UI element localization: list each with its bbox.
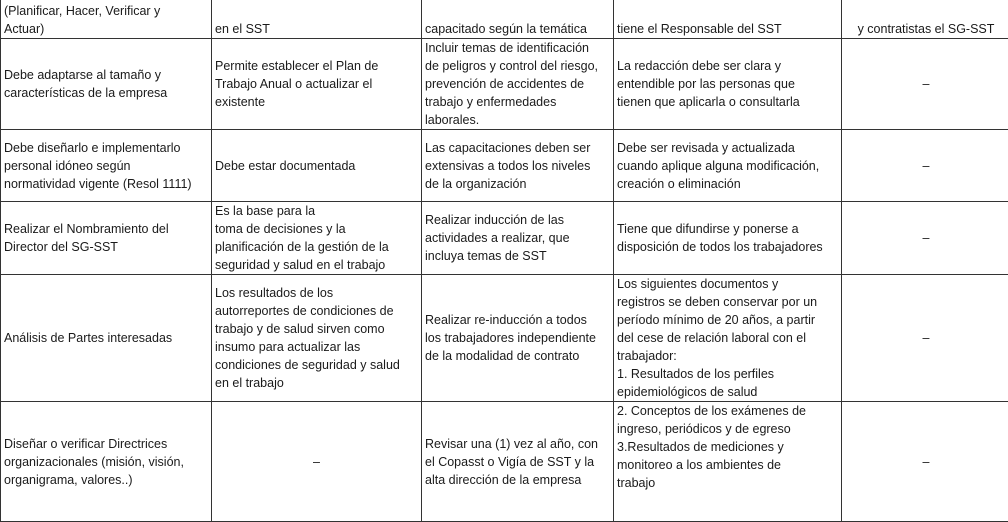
cell-text: del cese de relación laboral con el — [617, 329, 838, 347]
cell-text: Debe adaptarse al tamaño y — [4, 66, 208, 84]
table-row — [1, 39, 1008, 130]
cell-text: – — [845, 157, 1007, 175]
cell-text: personal idóneo según — [4, 157, 208, 175]
cell-text: actividades a realizar, que — [425, 229, 610, 247]
table-cell[interactable] — [212, 39, 422, 130]
cell-text: Tiene que difundirse y ponerse a — [617, 220, 838, 238]
cell-text: – — [845, 229, 1007, 247]
cell-text: prevención de accidentes de — [425, 75, 610, 93]
cell-text: – — [215, 453, 418, 471]
table-cell[interactable] — [1, 0, 212, 39]
cell-text: (Planificar, Hacer, Verificar y — [4, 2, 208, 20]
table-cell[interactable] — [614, 402, 842, 522]
table-cell[interactable] — [1, 39, 212, 130]
cell-text: en el SST — [215, 20, 418, 38]
cell-text: toma de decisiones y la — [215, 220, 418, 238]
cell-text: Incluir temas de identificación — [425, 39, 610, 57]
table-cell[interactable] — [212, 202, 422, 275]
cell-text: insumo para actualizar las — [215, 338, 418, 356]
table-cell[interactable] — [614, 0, 842, 39]
table-cell[interactable] — [422, 0, 614, 39]
table-cell[interactable] — [212, 0, 422, 39]
cell-text: normatividad vigente (Resol 1111) — [4, 175, 208, 193]
table-cell[interactable] — [842, 402, 1008, 522]
cell-text: Trabajo Anual o actualizar el — [215, 75, 418, 93]
cell-text: – — [845, 75, 1007, 93]
table-cell[interactable] — [614, 202, 842, 275]
cell-text: Realizar re-inducción a todos — [425, 311, 610, 329]
cell-text: 1. Resultados de los perfiles — [617, 365, 838, 383]
cell-text: planificación de la gestión de la — [215, 238, 418, 256]
cell-text: capacitado según la temática — [425, 20, 610, 38]
table-cell[interactable] — [842, 39, 1008, 130]
cell-text: trabajo y enfermedades — [425, 93, 610, 111]
table-row — [1, 130, 1008, 202]
table-row — [1, 275, 1008, 402]
cell-text: en el trabajo — [215, 374, 418, 392]
cell-text: Diseñar o verificar Directrices — [4, 435, 208, 453]
cell-text: ingreso, periódicos y de egreso — [617, 420, 838, 438]
cell-text: seguridad y salud en el trabajo — [215, 256, 418, 274]
cell-text: – — [845, 329, 1007, 347]
cell-text: de peligros y control del riesgo, — [425, 57, 610, 75]
cell-text: existente — [215, 93, 418, 111]
cell-text: trabajo — [617, 474, 838, 492]
cell-text: autorreportes de condiciones de — [215, 302, 418, 320]
cell-text: incluya temas de SST — [425, 247, 610, 265]
cell-text: trabajo y de salud sirven como — [215, 320, 418, 338]
table-cell[interactable] — [422, 130, 614, 202]
table-cell[interactable] — [1, 402, 212, 522]
cell-text: condiciones de seguridad y salud — [215, 356, 418, 374]
cell-text: Los siguientes documentos y — [617, 275, 838, 293]
cell-text: Permite establecer el Plan de — [215, 57, 418, 75]
table-cell[interactable] — [422, 275, 614, 402]
table-row — [1, 402, 1008, 522]
cell-text: Los resultados de los — [215, 284, 418, 302]
cell-text: de la organización — [425, 175, 610, 193]
cell-text: Realizar el Nombramiento del — [4, 220, 208, 238]
cell-text: el Copasst o Vigía de SST y la — [425, 453, 610, 471]
table-cell[interactable] — [212, 402, 422, 522]
cell-text: alta dirección de la empresa — [425, 471, 610, 489]
cell-text: disposición de todos los trabajadores — [617, 238, 838, 256]
table-cell[interactable] — [614, 275, 842, 402]
table-cell[interactable] — [842, 130, 1008, 202]
cell-text: Debe diseñarlo e implementarlo — [4, 139, 208, 157]
cell-text: Debe ser revisada y actualizada — [617, 139, 838, 157]
cell-text: de la modalidad de contrato — [425, 347, 610, 365]
cell-text: características de la empresa — [4, 84, 208, 102]
table-row — [1, 202, 1008, 275]
cell-text: Debe estar documentada — [215, 157, 418, 175]
cell-text: Es la base para la — [215, 202, 418, 220]
cell-text: tiene el Responsable del SST — [617, 20, 838, 38]
table-cell[interactable] — [1, 130, 212, 202]
cell-text: organigrama, valores..) — [4, 471, 208, 489]
table-cell[interactable] — [422, 202, 614, 275]
cell-text: Actuar) — [4, 20, 208, 38]
table-cell[interactable] — [212, 130, 422, 202]
table-cell[interactable] — [422, 39, 614, 130]
cell-text: registros se deben conservar por un — [617, 293, 838, 311]
cell-text: extensivas a todos los niveles — [425, 157, 610, 175]
cell-text: trabajador: — [617, 347, 838, 365]
cell-text: 3.Resultados de mediciones y — [617, 438, 838, 456]
table-cell[interactable] — [1, 275, 212, 402]
cell-text: los trabajadores independiente — [425, 329, 610, 347]
cell-text: laborales. — [425, 111, 610, 129]
table-row — [1, 0, 1008, 39]
cell-text: tienen que aplicarla o consultarla — [617, 93, 838, 111]
cell-text: Revisar una (1) vez al año, con — [425, 435, 610, 453]
table-cell[interactable] — [614, 130, 842, 202]
cell-text: Las capacitaciones deben ser — [425, 139, 610, 157]
table-cell[interactable] — [842, 202, 1008, 275]
table-cell[interactable] — [614, 39, 842, 130]
cell-text: Director del SG-SST — [4, 238, 208, 256]
cell-text: 2. Conceptos de los exámenes de — [617, 402, 838, 420]
table-cell[interactable] — [842, 0, 1008, 39]
cell-text: La redacción debe ser clara y — [617, 57, 838, 75]
cell-text: período mínimo de 20 años, a partir — [617, 311, 838, 329]
table-cell[interactable] — [842, 275, 1008, 402]
cell-text: Realizar inducción de las — [425, 211, 610, 229]
cell-text: epidemiológicos de salud — [617, 383, 838, 401]
cell-text: creación o eliminación — [617, 175, 838, 193]
cell-text: – — [845, 453, 1007, 471]
cell-text: cuando aplique alguna modificación, — [617, 157, 838, 175]
table-cell[interactable] — [212, 275, 422, 402]
cell-text: organizacionales (misión, visión, — [4, 453, 208, 471]
cell-text: monitoreo a los ambientes de — [617, 456, 838, 474]
table-cell[interactable] — [422, 402, 614, 522]
cell-text: entendible por las personas que — [617, 75, 838, 93]
table-cell[interactable] — [1, 202, 212, 275]
cell-text: y contratistas el SG-SST — [845, 20, 1007, 38]
cell-text: Análisis de Partes interesadas — [4, 329, 208, 347]
